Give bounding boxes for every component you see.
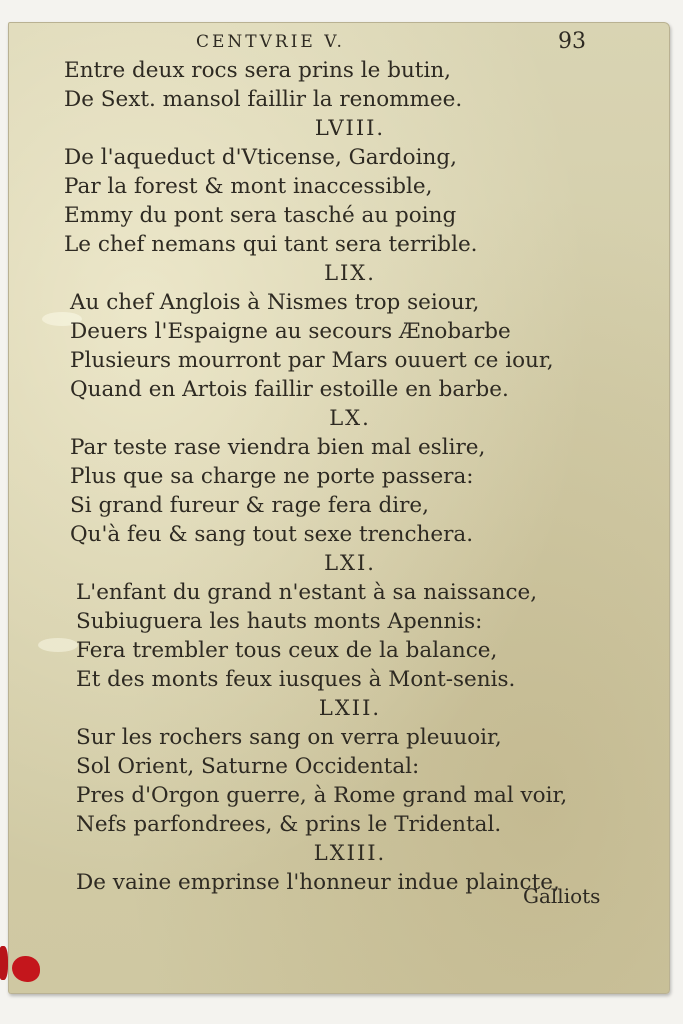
verse-line: De l'aqueduct d'Vticense, Gardoing, bbox=[64, 145, 457, 170]
quatrain-number: LXI. bbox=[324, 551, 376, 575]
page-header bbox=[8, 29, 670, 56]
verse-line: L'enfant du grand n'estant à sa naissance, bbox=[76, 580, 538, 605]
verse-line: Et des monts feux iusques à Mont-senis. bbox=[76, 667, 516, 692]
quatrain-number: LXII. bbox=[318, 696, 382, 720]
verse-line: Plus que sa charge ne porte passera: bbox=[70, 464, 474, 489]
verse-line: Le chef nemans qui tant sera terrible. bbox=[64, 232, 478, 257]
verse-line: Entre deux rocs sera prins le butin, bbox=[64, 58, 451, 83]
verse-line: Plusieurs mourront par Mars ouuert ce iour, bbox=[70, 348, 554, 373]
verse-line: Subiuguera les hauts monts Apennis: bbox=[76, 609, 483, 634]
verse-line: Sol Orient, Saturne Occidental: bbox=[76, 754, 420, 779]
verse-line: Qu'à feu & sang tout sexe trenchera. bbox=[70, 522, 474, 547]
verse-line: Deuers l'Espaigne au secours Ænobarbe bbox=[70, 319, 511, 344]
running-title: CENTVRIE V. bbox=[196, 32, 345, 52]
catchword: Galliots bbox=[523, 884, 601, 908]
quatrain-number: LXIII. bbox=[313, 841, 387, 865]
verse-line: Par teste rase viendra bien mal eslire, bbox=[70, 435, 486, 460]
verse-line: De Sext. mansol faillir la renommee. bbox=[64, 87, 463, 112]
quatrain-number: LX. bbox=[329, 406, 371, 430]
verse-line: Quand en Artois faillir estoille en barbe. bbox=[70, 377, 509, 402]
verse-line: Emmy du pont sera tasché au poing bbox=[64, 203, 457, 228]
verse-line: Par la forest & mont inaccessible, bbox=[64, 174, 433, 199]
book-page bbox=[8, 22, 670, 994]
verse-text-block bbox=[60, 56, 640, 897]
verse-line: Si grand fureur & rage fera dire, bbox=[70, 493, 429, 518]
verse-line: Fera trembler tous ceux de la balance, bbox=[76, 638, 498, 663]
quatrain-number: LIX. bbox=[324, 261, 376, 285]
verse-line: Nefs parfondrees, & prins le Tridental. bbox=[76, 812, 502, 837]
red-wax-stain bbox=[0, 942, 40, 982]
verse-line: Pres d'Orgon guerre, à Rome grand mal voir, bbox=[76, 783, 568, 808]
quatrain-number: LVIII. bbox=[314, 116, 386, 140]
verse-line: De vaine emprinse l'honneur indue plaincte, bbox=[76, 870, 560, 895]
page-number: 93 bbox=[558, 29, 586, 54]
verse-line: Sur les rochers sang on verra pleuuoir, bbox=[76, 725, 502, 750]
verse-line: Au chef Anglois à Nismes trop seiour, bbox=[70, 290, 480, 315]
